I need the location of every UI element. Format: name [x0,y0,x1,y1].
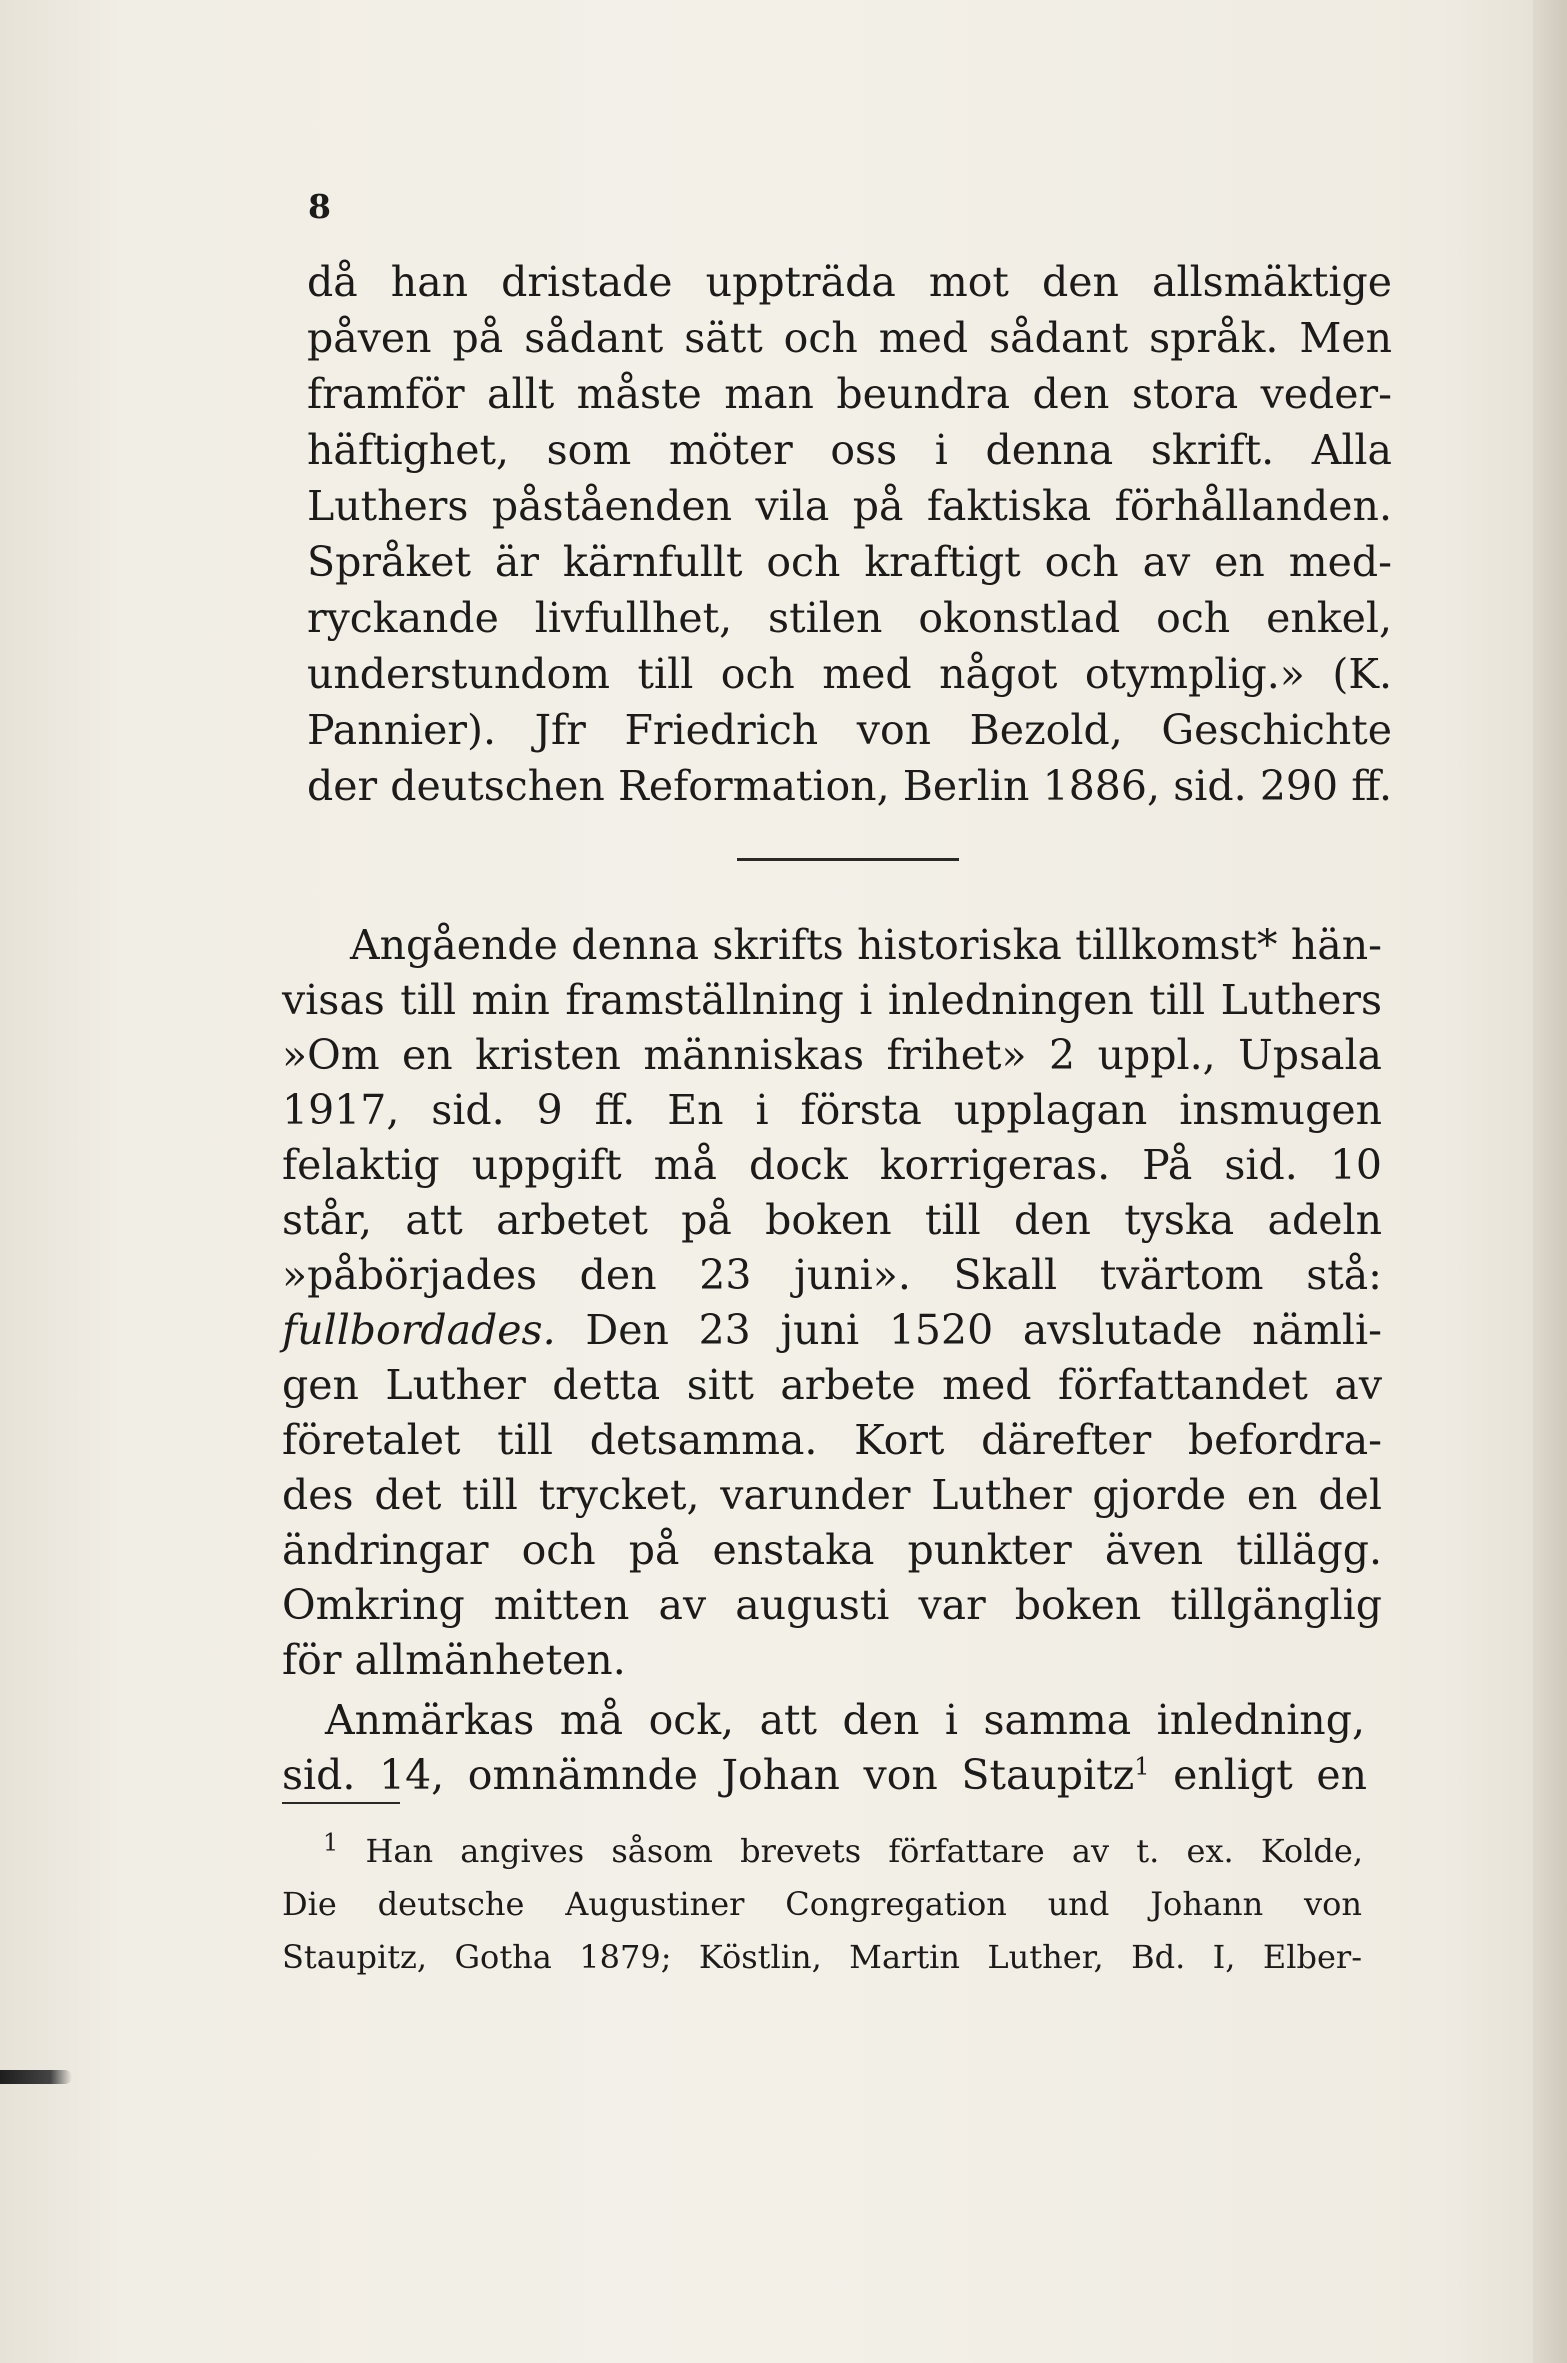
text-line: företalet till detsamma. Kort därefter befordra- [282,1416,1382,1464]
text-line: står, att arbetet på boken till den tyska adeln [282,1196,1382,1244]
footnote-line: Staupitz, Gotha 1879; Köstlin, Martin Luther, Bd. I, Elber- [282,1938,1362,1976]
text-line: gen Luther detta sitt arbete med författandet av [282,1361,1382,1409]
text-line: påven på sådant sätt och med sådant språk. Men [307,314,1392,362]
text-line: Omkring mitten av augusti var boken tillgänglig [282,1581,1382,1629]
page-number: 8 [308,187,331,226]
text-line-with-italic [282,1306,1382,1354]
footnote-reference: 1 [1134,1752,1150,1781]
section-divider [737,858,959,861]
text-line-rest: Den 23 juni 1520 avslutade nämli- [585,1306,1382,1354]
footnote-line: Die deutsche Augustiner Congregation und Johann von [282,1885,1362,1923]
text-line: »Om en kristen människas frihet» 2 uppl., Upsala [282,1031,1382,1079]
text-line: häftighet, som möter oss i denna skrift. Alla [307,426,1392,474]
text-line: Luthers påståenden vila på faktiska förhållanden. [307,482,1392,530]
text-line: då han dristade uppträda mot den allsmäktige [307,258,1392,306]
text-line-end: enligt en [1173,1751,1367,1799]
text-line: Språket är kärnfullt och kraftigt och av en med- [307,538,1392,586]
text-line-with-footnote [282,1751,1367,1799]
text-line: Anmärkas må ock, att den i samma inledning, [325,1696,1365,1744]
page-edge [1533,0,1567,2363]
text-line: Angående denna skrifts historiska tillkomst* hän- [350,921,1382,969]
text-line: understundom till och med något otymplig.» (K. [307,650,1392,698]
text-line: Pannier). Jfr Friedrich von Bezold, Geschichte [307,706,1392,754]
footnote-text: Han angives såsom brevets författare av t. ex. Kolde, [365,1832,1364,1870]
text-line: 1917, sid. 9 ff. En i första upplagan insmugen [282,1086,1382,1134]
text-line: felaktig uppgift må dock korrigeras. På sid. 10 [282,1141,1382,1189]
text-line: framför allt måste man beundra den stora veder- [307,370,1392,418]
text-line: visas till min framställning i inledningen till Luthers [282,976,1382,1024]
italic-word: fullbordades. [282,1306,556,1354]
text-line: »påbörjades den 23 juni». Skall tvärtom stå: [282,1251,1382,1299]
binding-mark [0,2070,72,2084]
text-line: ryckande livfullhet, stilen okonstlad och enkel, [307,594,1392,642]
text-line: des det till trycket, varunder Luther gjorde en del [282,1471,1382,1519]
footnote-rule [282,1802,400,1804]
text-line: ändringar och på enstaka punkter även tillägg. [282,1526,1382,1574]
footnote-marker: 1 [323,1828,339,1857]
text-line: der deutschen Reformation, Berlin 1886, sid. 290 ff. [307,762,1392,810]
text-line: för allmänheten. [282,1636,626,1684]
footnote-line [323,1828,1364,1870]
text-line-start: sid. 14, omnämnde Johan von Staupitz [282,1751,1135,1799]
